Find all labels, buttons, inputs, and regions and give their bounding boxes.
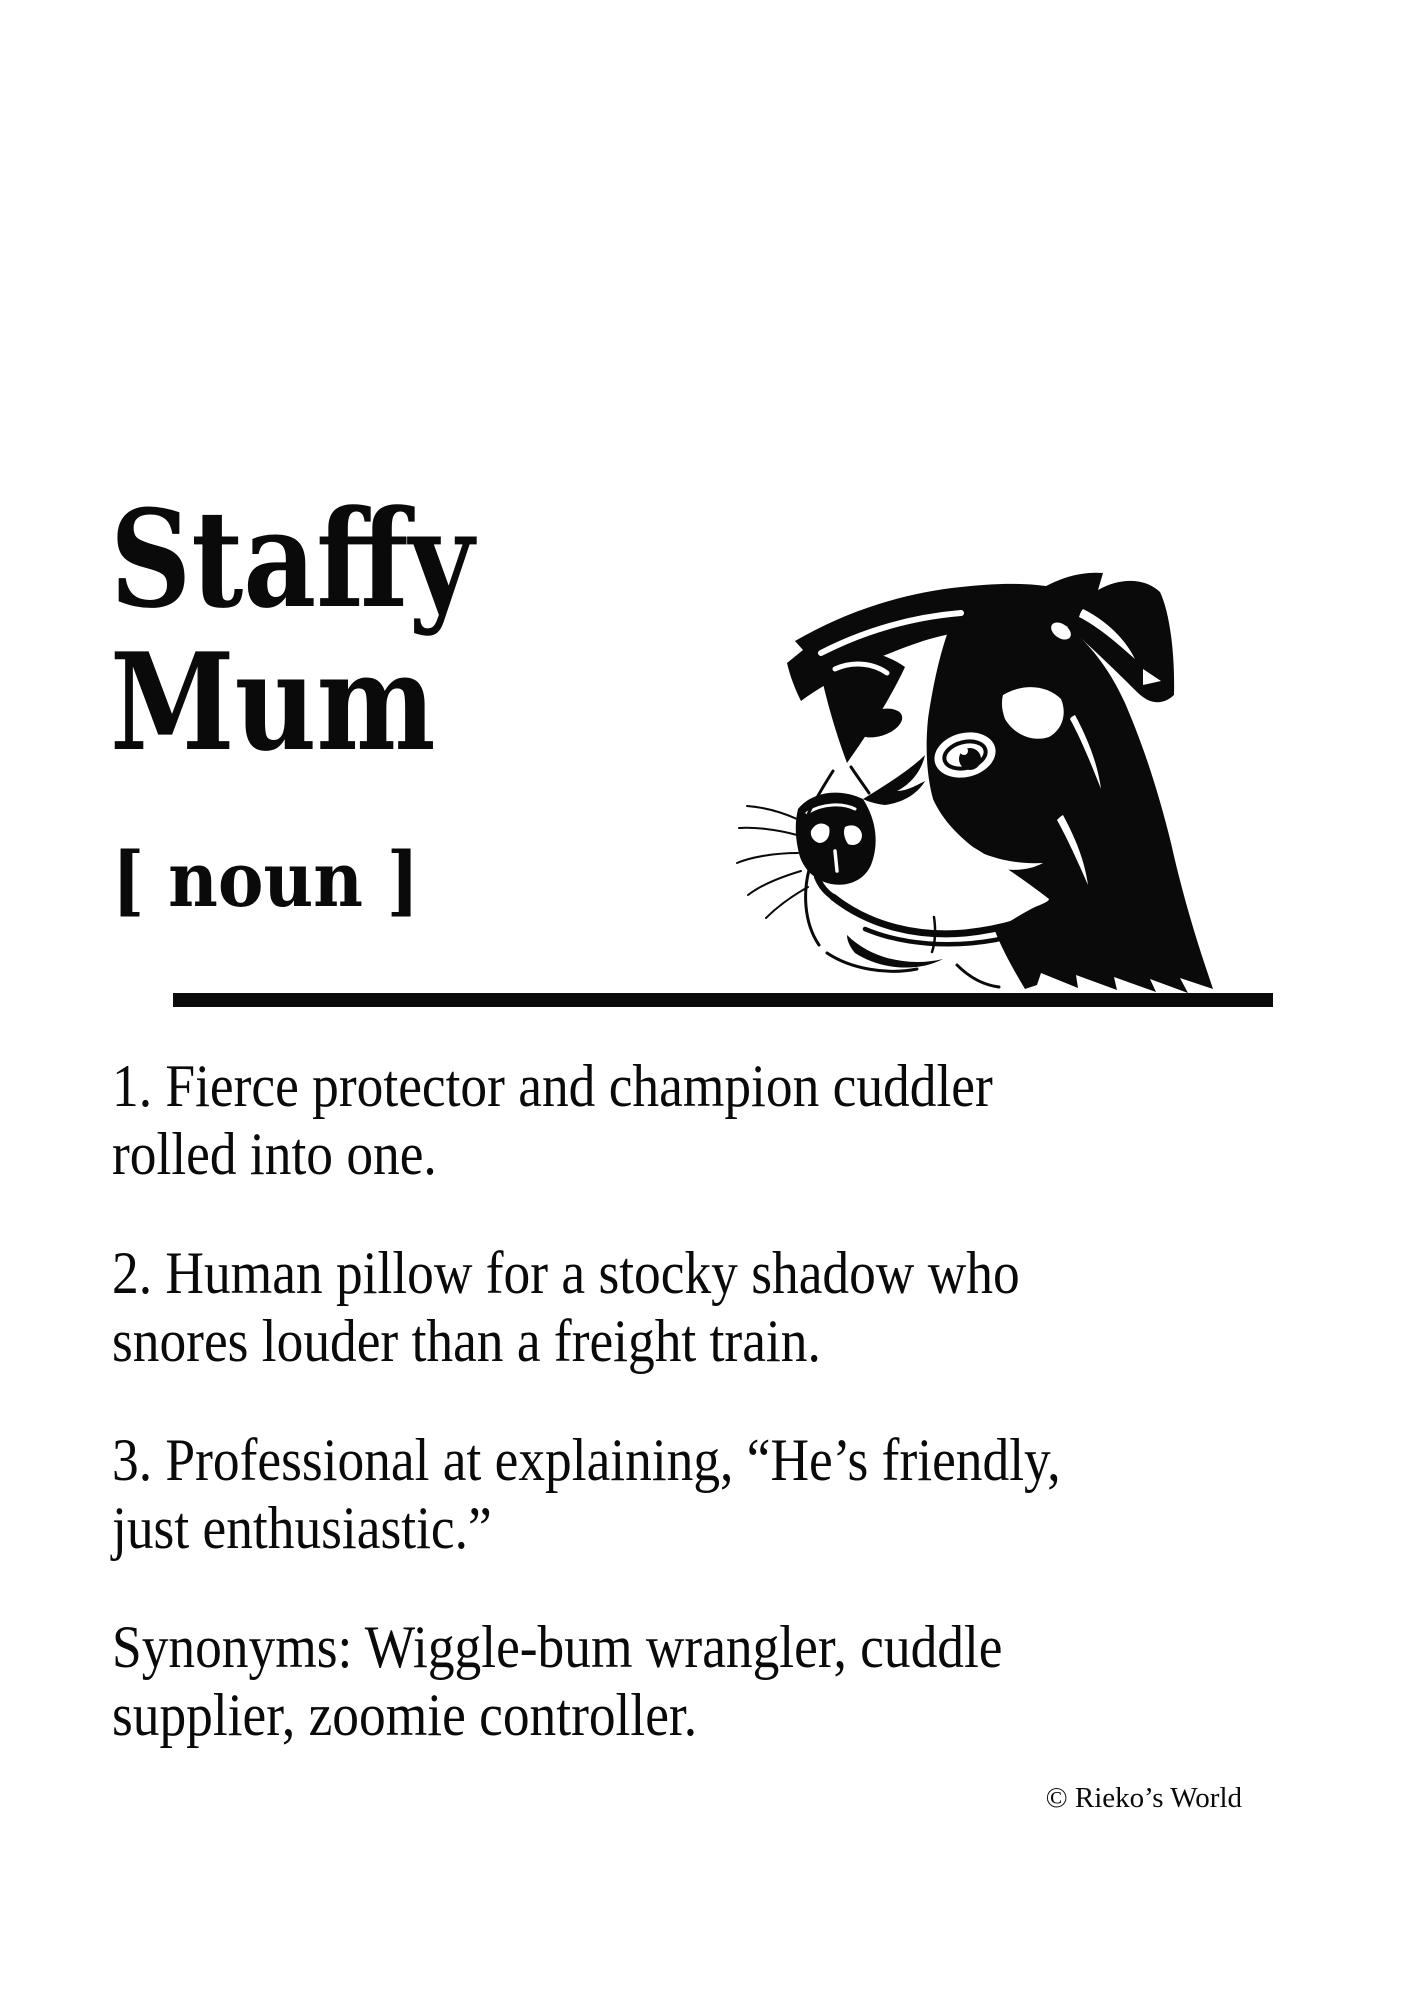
page-title — [110, 480, 475, 781]
definition-1-line-1: 1. Fierce protector and champion cuddler — [112, 1053, 993, 1119]
definition-3-line-1: 3. Professional at explaining, “He’s friendly, — [112, 1427, 1061, 1493]
definition-1-line-2: rolled into one. — [112, 1121, 437, 1187]
divider-rule — [173, 993, 1273, 1007]
definition-3 — [112, 1426, 1233, 1562]
definition-3-line-2: just enthusiastic.” — [112, 1495, 492, 1561]
synonyms-line-1: Synonyms: Wiggle-bum wrangler, cuddle — [112, 1614, 1003, 1680]
title-line-2: Mum — [110, 623, 436, 781]
definition-1 — [112, 1052, 1233, 1188]
title-line-1: Staffy — [110, 480, 475, 638]
synonyms-line-2: supplier, zoomie controller. — [112, 1682, 698, 1748]
definition-2 — [112, 1239, 1233, 1375]
definition-list — [112, 1052, 1233, 1800]
synonyms — [112, 1613, 1233, 1749]
copyright-credit: © Rieko’s World — [1045, 1782, 1242, 1814]
part-of-speech-label: [ noun ] — [112, 835, 420, 924]
definition-2-line-1: 2. Human pillow for a stocky shadow who — [112, 1240, 1020, 1306]
definition-2-line-2: snores louder than a freight train. — [112, 1308, 821, 1374]
staffy-dog-head-icon — [650, 533, 1272, 1003]
